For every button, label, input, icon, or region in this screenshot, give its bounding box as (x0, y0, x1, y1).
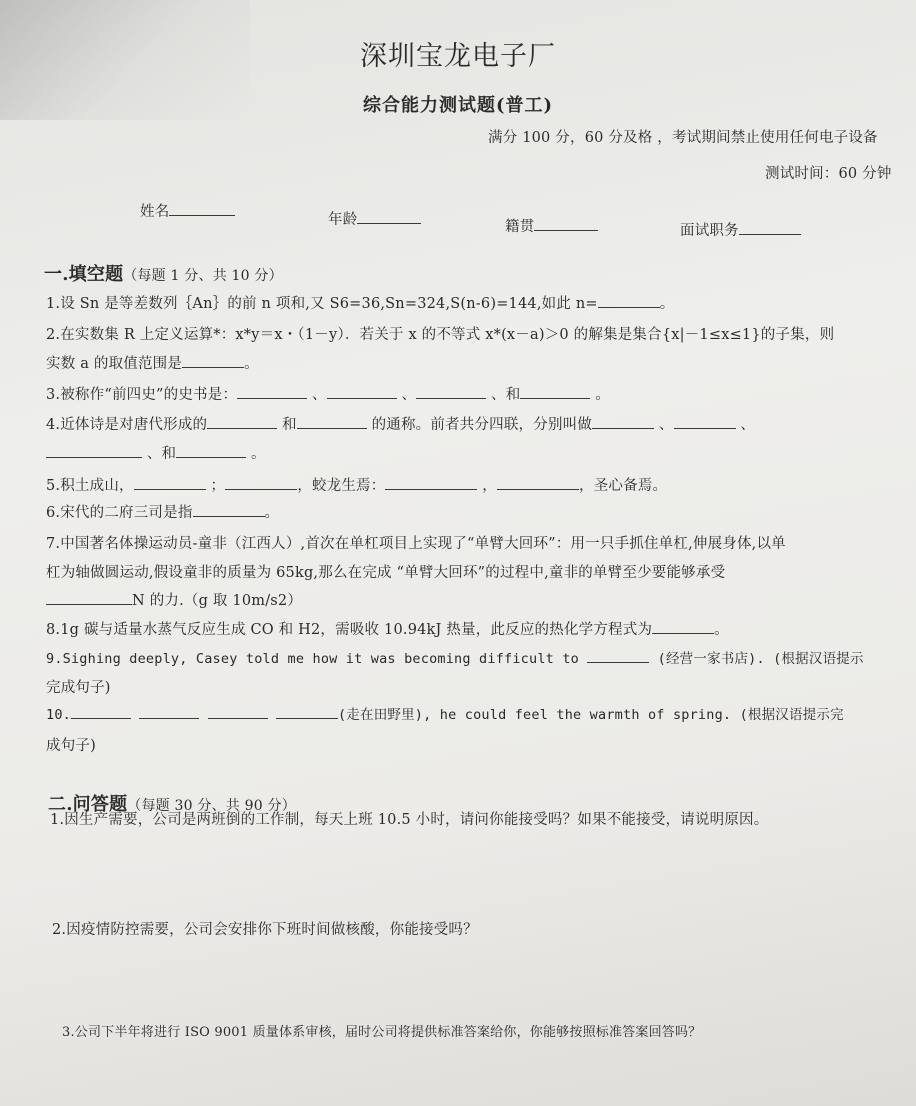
essay-question-3: 3.公司下半年将进行 ISO 9001 质量体系审核，届时公司将提供标准答案给你，你能够按照标准答案回答吗？ (62, 1025, 702, 1040)
answer-blank[interactable] (587, 649, 649, 664)
age-blank[interactable] (357, 209, 421, 225)
question-4-line1 (46, 413, 755, 434)
name-label: 姓名 (140, 204, 170, 220)
punct: 。 (595, 387, 610, 403)
question-text: 6.宋代的二府三司是指 (46, 505, 193, 521)
essay-question-1: 1.因生产需要，公司是两班倒的工作制，每天上班 10.5 小时，请问你能接受吗？如果不能接受，请说明原因。 (50, 812, 769, 828)
name-blank[interactable] (169, 201, 235, 217)
punct: 、 (311, 387, 327, 403)
position-field (680, 219, 801, 240)
answer-blank[interactable] (71, 705, 131, 720)
answer-blank[interactable] (497, 475, 579, 491)
question-text: N 的力.（g 取 10m/s2） (132, 593, 303, 609)
origin-field (505, 215, 598, 236)
question-text: ，蛟龙生焉： (297, 478, 386, 494)
answer-blank[interactable] (327, 384, 397, 400)
origin-label: 籍贯 (505, 219, 535, 235)
origin-blank[interactable] (534, 216, 598, 232)
question-text: 的通称。前者共分四联，分别叫做 (371, 417, 593, 433)
punct: 。 (714, 622, 729, 638)
question-6 (46, 501, 279, 522)
question-1 (46, 292, 674, 313)
answer-blank[interactable] (193, 502, 265, 518)
punct: 。 (264, 505, 280, 521)
question-2-line1: 2.在实数集 R 上定义运算*：x*y＝x・（1－y）．若关于 x 的不等式 x*(x－a)＞0 的解集是集合{x|－1≤x≤1}的子集，则 (46, 327, 835, 343)
question-text: 9.Sighing deeply, Casey told me how it was becoming difficult to (46, 651, 579, 667)
question-9-line2: 完成句子) (46, 680, 111, 696)
punct: ； (210, 478, 226, 494)
punct: 。 (659, 296, 675, 312)
answer-blank[interactable] (276, 705, 338, 720)
question-text: 4.近体诗是对唐代形成的 (46, 417, 208, 433)
question-7-line3 (46, 589, 302, 610)
question-text: 5.积土成山， (46, 478, 134, 494)
question-text: (经营一家书店). (根据汉语提示 (657, 651, 864, 667)
answer-blank[interactable] (592, 414, 654, 430)
answer-blank[interactable] (182, 353, 244, 369)
age-field (328, 208, 421, 229)
position-blank[interactable] (739, 220, 801, 236)
answer-blank[interactable] (208, 705, 268, 720)
question-7-line2: 杠为轴做圆运动,假设童非的质量为 65kg,那么在完成 “单臂大回环”的过程中,童非的单臂至少要能够承受 (46, 565, 726, 581)
exam-duration: 测试时间：60 分钟 (765, 166, 892, 182)
answer-blank[interactable] (134, 475, 206, 491)
essay-question-2: 2.因疫情防控需要，公司会安排你下班时间做核酸，你能接受吗？ (52, 922, 478, 938)
question-10-line2: 成句子) (46, 738, 96, 754)
answer-blank[interactable] (652, 619, 714, 635)
position-label: 面试职务 (680, 223, 739, 239)
question-9-line1 (46, 647, 864, 667)
name-field (140, 200, 235, 221)
section2-title: 二.问答题 (48, 794, 128, 815)
answer-blank[interactable] (674, 414, 736, 430)
section1-note: （每题 1 分、共 10 分） (123, 268, 283, 284)
answer-blank[interactable] (385, 475, 477, 491)
answer-blank[interactable] (207, 414, 277, 430)
and-text: 和 (505, 387, 521, 403)
answer-blank[interactable] (46, 443, 142, 459)
answer-blank[interactable] (520, 384, 590, 400)
answer-blank[interactable] (416, 384, 486, 400)
question-7-line1: 7.中国著名体操运动员-童非（江西人）,首次在单杠项目上实现了“单臂大回环”：用一只手抓住单杠,伸展身体,以单 (46, 536, 786, 552)
punct: ， (482, 478, 497, 494)
answer-blank[interactable] (297, 414, 367, 430)
question-text: ，圣心备焉。 (578, 478, 668, 494)
question-8 (46, 618, 729, 639)
answer-blank[interactable] (176, 443, 246, 459)
exam-title: 综合能力测试题(普工) (362, 95, 554, 116)
question-text: 10. (46, 707, 71, 723)
section1-title: 一.填空题 (44, 264, 124, 285)
section2-note: （每题 30 分、共 90 分） (127, 798, 296, 814)
answer-blank[interactable] (46, 590, 132, 606)
section1-heading (44, 260, 283, 286)
answer-blank[interactable] (225, 475, 297, 491)
company-title: 深圳宝龙电子厂 (360, 41, 556, 72)
answer-blank[interactable] (598, 293, 660, 309)
question-text: 实数 a 的取值范围是 (46, 356, 183, 372)
punct: 、 (401, 387, 417, 403)
age-label: 年龄 (328, 212, 358, 228)
question-2-line2 (46, 352, 259, 373)
and-text: 和 (161, 446, 177, 462)
question-10-line1 (46, 703, 844, 723)
punct: 、 (740, 417, 756, 433)
punct: 。 (244, 356, 259, 372)
question-5 (46, 474, 667, 495)
punct: 、 (146, 446, 162, 462)
and-text: 和 (282, 417, 297, 433)
answer-blank[interactable] (237, 384, 307, 400)
answer-blank[interactable] (139, 705, 199, 720)
punct: 、 (658, 417, 674, 433)
question-4-line2 (46, 442, 266, 463)
exam-rules: 满分 100 分，60 分及格 ，考试期间禁止使用任何电子设备 (488, 130, 878, 146)
question-text: 8.1g 碳与适量水蒸气反应生成 CO 和 H2，需吸收 10.94kJ 热量，此反应的热化学方程式为 (46, 622, 653, 638)
question-text: 1.设 Sn 是等差数列｛An｝的前 n 项和,又 S6=36,Sn=324,S(n-6)=144,如此 n= (46, 296, 598, 312)
punct: 。 (251, 446, 266, 462)
question-text: 3.被称作“前四史”的史书是： (46, 387, 238, 403)
question-3 (46, 383, 610, 404)
punct: 、 (491, 387, 506, 403)
question-text: (走在田野里), he could feel the warmth of spring. (根据汉语提示完 (337, 707, 844, 723)
